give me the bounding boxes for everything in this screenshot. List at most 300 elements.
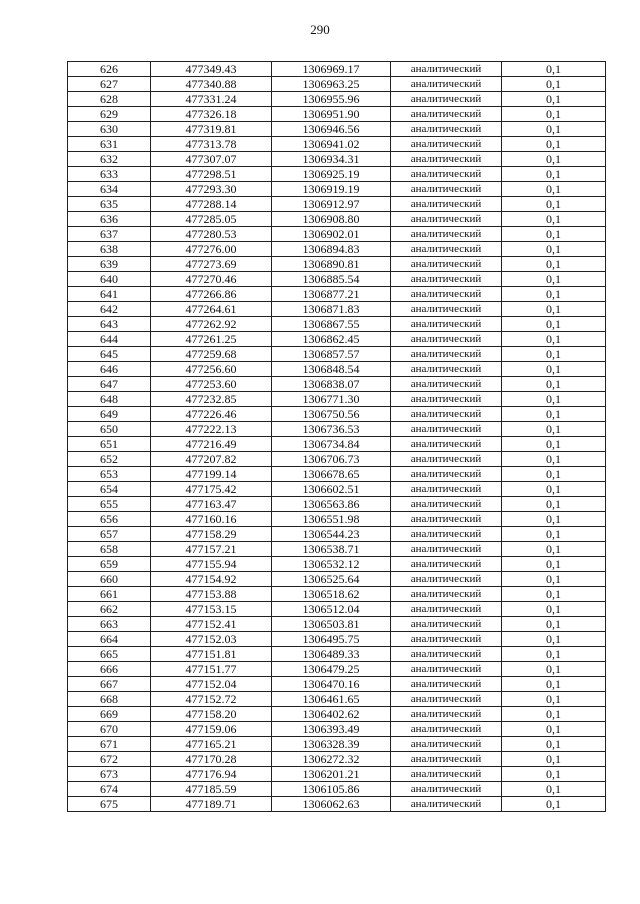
accuracy-cell: 0,1 bbox=[502, 557, 606, 572]
y-coordinate-cell: 1306890.81 bbox=[272, 257, 391, 272]
accuracy-cell: 0,1 bbox=[502, 527, 606, 542]
table-row bbox=[68, 512, 606, 527]
y-coordinate-cell: 1306946.56 bbox=[272, 122, 391, 137]
y-coordinate-cell: 1306862.45 bbox=[272, 332, 391, 347]
x-coordinate-cell: 477176.94 bbox=[151, 767, 272, 782]
x-coordinate-cell: 477160.16 bbox=[151, 512, 272, 527]
point-number-cell: 636 bbox=[68, 212, 151, 227]
y-coordinate-cell: 1306563.86 bbox=[272, 497, 391, 512]
accuracy-cell: 0,1 bbox=[502, 362, 606, 377]
method-cell: аналитический bbox=[391, 422, 502, 437]
method-cell: аналитический bbox=[391, 392, 502, 407]
y-coordinate-cell: 1306902.01 bbox=[272, 227, 391, 242]
point-number-cell: 628 bbox=[68, 92, 151, 107]
table-row bbox=[68, 557, 606, 572]
y-coordinate-cell: 1306885.54 bbox=[272, 272, 391, 287]
table-row bbox=[68, 377, 606, 392]
y-coordinate-cell: 1306867.55 bbox=[272, 317, 391, 332]
table-row bbox=[68, 737, 606, 752]
x-coordinate-cell: 477151.81 bbox=[151, 647, 272, 662]
x-coordinate-cell: 477152.72 bbox=[151, 692, 272, 707]
method-cell: аналитический bbox=[391, 227, 502, 242]
point-number-cell: 665 bbox=[68, 647, 151, 662]
table-row bbox=[68, 617, 606, 632]
point-number-cell: 632 bbox=[68, 152, 151, 167]
accuracy-cell: 0,1 bbox=[502, 152, 606, 167]
method-cell: аналитический bbox=[391, 332, 502, 347]
coordinates-table-container bbox=[67, 61, 605, 812]
y-coordinate-cell: 1306602.51 bbox=[272, 482, 391, 497]
accuracy-cell: 0,1 bbox=[502, 347, 606, 362]
x-coordinate-cell: 477199.14 bbox=[151, 467, 272, 482]
table-row bbox=[68, 587, 606, 602]
y-coordinate-cell: 1306538.71 bbox=[272, 542, 391, 557]
table-row bbox=[68, 332, 606, 347]
accuracy-cell: 0,1 bbox=[502, 767, 606, 782]
method-cell: аналитический bbox=[391, 677, 502, 692]
point-number-cell: 669 bbox=[68, 707, 151, 722]
x-coordinate-cell: 477262.92 bbox=[151, 317, 272, 332]
accuracy-cell: 0,1 bbox=[502, 587, 606, 602]
table-row bbox=[68, 227, 606, 242]
method-cell: аналитический bbox=[391, 722, 502, 737]
table-row bbox=[68, 497, 606, 512]
point-number-cell: 664 bbox=[68, 632, 151, 647]
point-number-cell: 666 bbox=[68, 662, 151, 677]
accuracy-cell: 0,1 bbox=[502, 572, 606, 587]
method-cell: аналитический bbox=[391, 542, 502, 557]
x-coordinate-cell: 477270.46 bbox=[151, 272, 272, 287]
y-coordinate-cell: 1306925.19 bbox=[272, 167, 391, 182]
method-cell: аналитический bbox=[391, 272, 502, 287]
method-cell: аналитический bbox=[391, 257, 502, 272]
point-number-cell: 667 bbox=[68, 677, 151, 692]
point-number-cell: 672 bbox=[68, 752, 151, 767]
method-cell: аналитический bbox=[391, 587, 502, 602]
accuracy-cell: 0,1 bbox=[502, 497, 606, 512]
table-row bbox=[68, 797, 606, 812]
method-cell: аналитический bbox=[391, 602, 502, 617]
point-number-cell: 645 bbox=[68, 347, 151, 362]
x-coordinate-cell: 477273.69 bbox=[151, 257, 272, 272]
page-number: 290 bbox=[310, 22, 330, 37]
x-coordinate-cell: 477153.15 bbox=[151, 602, 272, 617]
accuracy-cell: 0,1 bbox=[502, 797, 606, 812]
point-number-cell: 643 bbox=[68, 317, 151, 332]
x-coordinate-cell: 477261.25 bbox=[151, 332, 272, 347]
x-coordinate-cell: 477159.06 bbox=[151, 722, 272, 737]
point-number-cell: 661 bbox=[68, 587, 151, 602]
accuracy-cell: 0,1 bbox=[502, 257, 606, 272]
x-coordinate-cell: 477293.30 bbox=[151, 182, 272, 197]
table-row bbox=[68, 137, 606, 152]
y-coordinate-cell: 1306894.83 bbox=[272, 242, 391, 257]
point-number-cell: 627 bbox=[68, 77, 151, 92]
x-coordinate-cell: 477298.51 bbox=[151, 167, 272, 182]
x-coordinate-cell: 477280.53 bbox=[151, 227, 272, 242]
table-row bbox=[68, 407, 606, 422]
y-coordinate-cell: 1306750.56 bbox=[272, 407, 391, 422]
method-cell: аналитический bbox=[391, 362, 502, 377]
method-cell: аналитический bbox=[391, 167, 502, 182]
y-coordinate-cell: 1306919.19 bbox=[272, 182, 391, 197]
method-cell: аналитический bbox=[391, 707, 502, 722]
x-coordinate-cell: 477152.03 bbox=[151, 632, 272, 647]
method-cell: аналитический bbox=[391, 497, 502, 512]
method-cell: аналитический bbox=[391, 302, 502, 317]
y-coordinate-cell: 1306512.04 bbox=[272, 602, 391, 617]
accuracy-cell: 0,1 bbox=[502, 782, 606, 797]
x-coordinate-cell: 477158.29 bbox=[151, 527, 272, 542]
accuracy-cell: 0,1 bbox=[502, 392, 606, 407]
table-row bbox=[68, 122, 606, 137]
x-coordinate-cell: 477285.05 bbox=[151, 212, 272, 227]
x-coordinate-cell: 477319.81 bbox=[151, 122, 272, 137]
table-row bbox=[68, 302, 606, 317]
table-row bbox=[68, 77, 606, 92]
method-cell: аналитический bbox=[391, 452, 502, 467]
table-row bbox=[68, 572, 606, 587]
y-coordinate-cell: 1306706.73 bbox=[272, 452, 391, 467]
point-number-cell: 663 bbox=[68, 617, 151, 632]
y-coordinate-cell: 1306470.16 bbox=[272, 677, 391, 692]
table-row bbox=[68, 362, 606, 377]
method-cell: аналитический bbox=[391, 767, 502, 782]
accuracy-cell: 0,1 bbox=[502, 287, 606, 302]
table-row bbox=[68, 182, 606, 197]
point-number-cell: 642 bbox=[68, 302, 151, 317]
method-cell: аналитический bbox=[391, 482, 502, 497]
point-number-cell: 651 bbox=[68, 437, 151, 452]
table-row bbox=[68, 707, 606, 722]
point-number-cell: 640 bbox=[68, 272, 151, 287]
method-cell: аналитический bbox=[391, 617, 502, 632]
y-coordinate-cell: 1306912.97 bbox=[272, 197, 391, 212]
table-row bbox=[68, 257, 606, 272]
x-coordinate-cell: 477226.46 bbox=[151, 407, 272, 422]
table-row bbox=[68, 542, 606, 557]
y-coordinate-cell: 1306503.81 bbox=[272, 617, 391, 632]
x-coordinate-cell: 477331.24 bbox=[151, 92, 272, 107]
table-row bbox=[68, 92, 606, 107]
method-cell: аналитический bbox=[391, 92, 502, 107]
table-row bbox=[68, 752, 606, 767]
x-coordinate-cell: 477170.28 bbox=[151, 752, 272, 767]
point-number-cell: 646 bbox=[68, 362, 151, 377]
table-row bbox=[68, 242, 606, 257]
method-cell: аналитический bbox=[391, 647, 502, 662]
y-coordinate-cell: 1306848.54 bbox=[272, 362, 391, 377]
y-coordinate-cell: 1306489.33 bbox=[272, 647, 391, 662]
method-cell: аналитический bbox=[391, 782, 502, 797]
accuracy-cell: 0,1 bbox=[502, 512, 606, 527]
x-coordinate-cell: 477153.88 bbox=[151, 587, 272, 602]
accuracy-cell: 0,1 bbox=[502, 227, 606, 242]
y-coordinate-cell: 1306461.65 bbox=[272, 692, 391, 707]
accuracy-cell: 0,1 bbox=[502, 407, 606, 422]
table-row bbox=[68, 602, 606, 617]
y-coordinate-cell: 1306955.96 bbox=[272, 92, 391, 107]
method-cell: аналитический bbox=[391, 287, 502, 302]
y-coordinate-cell: 1306201.21 bbox=[272, 767, 391, 782]
point-number-cell: 656 bbox=[68, 512, 151, 527]
table-row bbox=[68, 272, 606, 287]
method-cell: аналитический bbox=[391, 737, 502, 752]
table-row bbox=[68, 767, 606, 782]
accuracy-cell: 0,1 bbox=[502, 617, 606, 632]
x-coordinate-cell: 477165.21 bbox=[151, 737, 272, 752]
accuracy-cell: 0,1 bbox=[502, 92, 606, 107]
table-row bbox=[68, 527, 606, 542]
point-number-cell: 637 bbox=[68, 227, 151, 242]
accuracy-cell: 0,1 bbox=[502, 272, 606, 287]
x-coordinate-cell: 477157.21 bbox=[151, 542, 272, 557]
point-number-cell: 675 bbox=[68, 797, 151, 812]
x-coordinate-cell: 477207.82 bbox=[151, 452, 272, 467]
method-cell: аналитический bbox=[391, 467, 502, 482]
table-row bbox=[68, 647, 606, 662]
accuracy-cell: 0,1 bbox=[502, 197, 606, 212]
accuracy-cell: 0,1 bbox=[502, 422, 606, 437]
point-number-cell: 626 bbox=[68, 62, 151, 77]
accuracy-cell: 0,1 bbox=[502, 242, 606, 257]
table-row bbox=[68, 467, 606, 482]
method-cell: аналитический bbox=[391, 317, 502, 332]
point-number-cell: 650 bbox=[68, 422, 151, 437]
accuracy-cell: 0,1 bbox=[502, 647, 606, 662]
method-cell: аналитический bbox=[391, 122, 502, 137]
y-coordinate-cell: 1306551.98 bbox=[272, 512, 391, 527]
x-coordinate-cell: 477256.60 bbox=[151, 362, 272, 377]
y-coordinate-cell: 1306908.80 bbox=[272, 212, 391, 227]
point-number-cell: 641 bbox=[68, 287, 151, 302]
table-row bbox=[68, 152, 606, 167]
accuracy-cell: 0,1 bbox=[502, 62, 606, 77]
y-coordinate-cell: 1306736.53 bbox=[272, 422, 391, 437]
method-cell: аналитический bbox=[391, 512, 502, 527]
table-row bbox=[68, 197, 606, 212]
x-coordinate-cell: 477259.68 bbox=[151, 347, 272, 362]
accuracy-cell: 0,1 bbox=[502, 542, 606, 557]
x-coordinate-cell: 477151.77 bbox=[151, 662, 272, 677]
y-coordinate-cell: 1306105.86 bbox=[272, 782, 391, 797]
y-coordinate-cell: 1306963.25 bbox=[272, 77, 391, 92]
method-cell: аналитический bbox=[391, 527, 502, 542]
accuracy-cell: 0,1 bbox=[502, 437, 606, 452]
accuracy-cell: 0,1 bbox=[502, 182, 606, 197]
method-cell: аналитический bbox=[391, 77, 502, 92]
method-cell: аналитический bbox=[391, 437, 502, 452]
point-number-cell: 671 bbox=[68, 737, 151, 752]
table-row bbox=[68, 452, 606, 467]
coordinates-table bbox=[67, 61, 606, 812]
method-cell: аналитический bbox=[391, 152, 502, 167]
table-row bbox=[68, 392, 606, 407]
x-coordinate-cell: 477349.43 bbox=[151, 62, 272, 77]
coordinates-table-body bbox=[68, 62, 606, 812]
accuracy-cell: 0,1 bbox=[502, 692, 606, 707]
x-coordinate-cell: 477175.42 bbox=[151, 482, 272, 497]
table-row bbox=[68, 437, 606, 452]
accuracy-cell: 0,1 bbox=[502, 332, 606, 347]
accuracy-cell: 0,1 bbox=[502, 167, 606, 182]
method-cell: аналитический bbox=[391, 407, 502, 422]
accuracy-cell: 0,1 bbox=[502, 377, 606, 392]
accuracy-cell: 0,1 bbox=[502, 77, 606, 92]
table-row bbox=[68, 287, 606, 302]
point-number-cell: 659 bbox=[68, 557, 151, 572]
point-number-cell: 673 bbox=[68, 767, 151, 782]
method-cell: аналитический bbox=[391, 242, 502, 257]
point-number-cell: 652 bbox=[68, 452, 151, 467]
x-coordinate-cell: 477232.85 bbox=[151, 392, 272, 407]
accuracy-cell: 0,1 bbox=[502, 122, 606, 137]
table-row bbox=[68, 632, 606, 647]
y-coordinate-cell: 1306495.75 bbox=[272, 632, 391, 647]
accuracy-cell: 0,1 bbox=[502, 137, 606, 152]
x-coordinate-cell: 477276.00 bbox=[151, 242, 272, 257]
point-number-cell: 655 bbox=[68, 497, 151, 512]
point-number-cell: 674 bbox=[68, 782, 151, 797]
y-coordinate-cell: 1306518.62 bbox=[272, 587, 391, 602]
table-row bbox=[68, 782, 606, 797]
table-row bbox=[68, 662, 606, 677]
method-cell: аналитический bbox=[391, 692, 502, 707]
y-coordinate-cell: 1306838.07 bbox=[272, 377, 391, 392]
method-cell: аналитический bbox=[391, 572, 502, 587]
method-cell: аналитический bbox=[391, 797, 502, 812]
method-cell: аналитический bbox=[391, 662, 502, 677]
point-number-cell: 631 bbox=[68, 137, 151, 152]
y-coordinate-cell: 1306328.39 bbox=[272, 737, 391, 752]
x-coordinate-cell: 477264.61 bbox=[151, 302, 272, 317]
x-coordinate-cell: 477313.78 bbox=[151, 137, 272, 152]
x-coordinate-cell: 477154.92 bbox=[151, 572, 272, 587]
point-number-cell: 668 bbox=[68, 692, 151, 707]
x-coordinate-cell: 477222.13 bbox=[151, 422, 272, 437]
accuracy-cell: 0,1 bbox=[502, 452, 606, 467]
table-row bbox=[68, 482, 606, 497]
x-coordinate-cell: 477288.14 bbox=[151, 197, 272, 212]
y-coordinate-cell: 1306062.63 bbox=[272, 797, 391, 812]
y-coordinate-cell: 1306951.90 bbox=[272, 107, 391, 122]
point-number-cell: 662 bbox=[68, 602, 151, 617]
point-number-cell: 653 bbox=[68, 467, 151, 482]
accuracy-cell: 0,1 bbox=[502, 602, 606, 617]
x-coordinate-cell: 477152.04 bbox=[151, 677, 272, 692]
y-coordinate-cell: 1306934.31 bbox=[272, 152, 391, 167]
method-cell: аналитический bbox=[391, 752, 502, 767]
point-number-cell: 657 bbox=[68, 527, 151, 542]
method-cell: аналитический bbox=[391, 107, 502, 122]
accuracy-cell: 0,1 bbox=[502, 752, 606, 767]
table-row bbox=[68, 677, 606, 692]
y-coordinate-cell: 1306272.32 bbox=[272, 752, 391, 767]
accuracy-cell: 0,1 bbox=[502, 722, 606, 737]
accuracy-cell: 0,1 bbox=[502, 302, 606, 317]
accuracy-cell: 0,1 bbox=[502, 317, 606, 332]
accuracy-cell: 0,1 bbox=[502, 677, 606, 692]
point-number-cell: 634 bbox=[68, 182, 151, 197]
y-coordinate-cell: 1306393.49 bbox=[272, 722, 391, 737]
method-cell: аналитический bbox=[391, 182, 502, 197]
accuracy-cell: 0,1 bbox=[502, 632, 606, 647]
point-number-cell: 633 bbox=[68, 167, 151, 182]
y-coordinate-cell: 1306678.65 bbox=[272, 467, 391, 482]
point-number-cell: 647 bbox=[68, 377, 151, 392]
table-row bbox=[68, 422, 606, 437]
x-coordinate-cell: 477216.49 bbox=[151, 437, 272, 452]
method-cell: аналитический bbox=[391, 197, 502, 212]
y-coordinate-cell: 1306402.62 bbox=[272, 707, 391, 722]
method-cell: аналитический bbox=[391, 632, 502, 647]
accuracy-cell: 0,1 bbox=[502, 662, 606, 677]
point-number-cell: 644 bbox=[68, 332, 151, 347]
x-coordinate-cell: 477326.18 bbox=[151, 107, 272, 122]
y-coordinate-cell: 1306941.02 bbox=[272, 137, 391, 152]
point-number-cell: 635 bbox=[68, 197, 151, 212]
point-number-cell: 660 bbox=[68, 572, 151, 587]
x-coordinate-cell: 477253.60 bbox=[151, 377, 272, 392]
y-coordinate-cell: 1306871.83 bbox=[272, 302, 391, 317]
accuracy-cell: 0,1 bbox=[502, 467, 606, 482]
x-coordinate-cell: 477307.07 bbox=[151, 152, 272, 167]
y-coordinate-cell: 1306857.57 bbox=[272, 347, 391, 362]
x-coordinate-cell: 477185.59 bbox=[151, 782, 272, 797]
accuracy-cell: 0,1 bbox=[502, 107, 606, 122]
table-row bbox=[68, 317, 606, 332]
accuracy-cell: 0,1 bbox=[502, 212, 606, 227]
method-cell: аналитический bbox=[391, 347, 502, 362]
x-coordinate-cell: 477155.94 bbox=[151, 557, 272, 572]
point-number-cell: 670 bbox=[68, 722, 151, 737]
y-coordinate-cell: 1306969.17 bbox=[272, 62, 391, 77]
method-cell: аналитический bbox=[391, 557, 502, 572]
table-row bbox=[68, 212, 606, 227]
x-coordinate-cell: 477340.88 bbox=[151, 77, 272, 92]
table-row bbox=[68, 692, 606, 707]
point-number-cell: 639 bbox=[68, 257, 151, 272]
point-number-cell: 629 bbox=[68, 107, 151, 122]
y-coordinate-cell: 1306877.21 bbox=[272, 287, 391, 302]
y-coordinate-cell: 1306532.12 bbox=[272, 557, 391, 572]
x-coordinate-cell: 477158.20 bbox=[151, 707, 272, 722]
y-coordinate-cell: 1306544.23 bbox=[272, 527, 391, 542]
x-coordinate-cell: 477152.41 bbox=[151, 617, 272, 632]
x-coordinate-cell: 477266.86 bbox=[151, 287, 272, 302]
method-cell: аналитический bbox=[391, 62, 502, 77]
x-coordinate-cell: 477189.71 bbox=[151, 797, 272, 812]
y-coordinate-cell: 1306771.30 bbox=[272, 392, 391, 407]
accuracy-cell: 0,1 bbox=[502, 737, 606, 752]
table-row bbox=[68, 62, 606, 77]
table-row bbox=[68, 722, 606, 737]
accuracy-cell: 0,1 bbox=[502, 482, 606, 497]
y-coordinate-cell: 1306479.25 bbox=[272, 662, 391, 677]
method-cell: аналитический bbox=[391, 137, 502, 152]
method-cell: аналитический bbox=[391, 377, 502, 392]
y-coordinate-cell: 1306525.64 bbox=[272, 572, 391, 587]
point-number-cell: 658 bbox=[68, 542, 151, 557]
table-row bbox=[68, 107, 606, 122]
table-row bbox=[68, 167, 606, 182]
y-coordinate-cell: 1306734.84 bbox=[272, 437, 391, 452]
point-number-cell: 654 bbox=[68, 482, 151, 497]
accuracy-cell: 0,1 bbox=[502, 707, 606, 722]
point-number-cell: 648 bbox=[68, 392, 151, 407]
table-row bbox=[68, 347, 606, 362]
method-cell: аналитический bbox=[391, 212, 502, 227]
